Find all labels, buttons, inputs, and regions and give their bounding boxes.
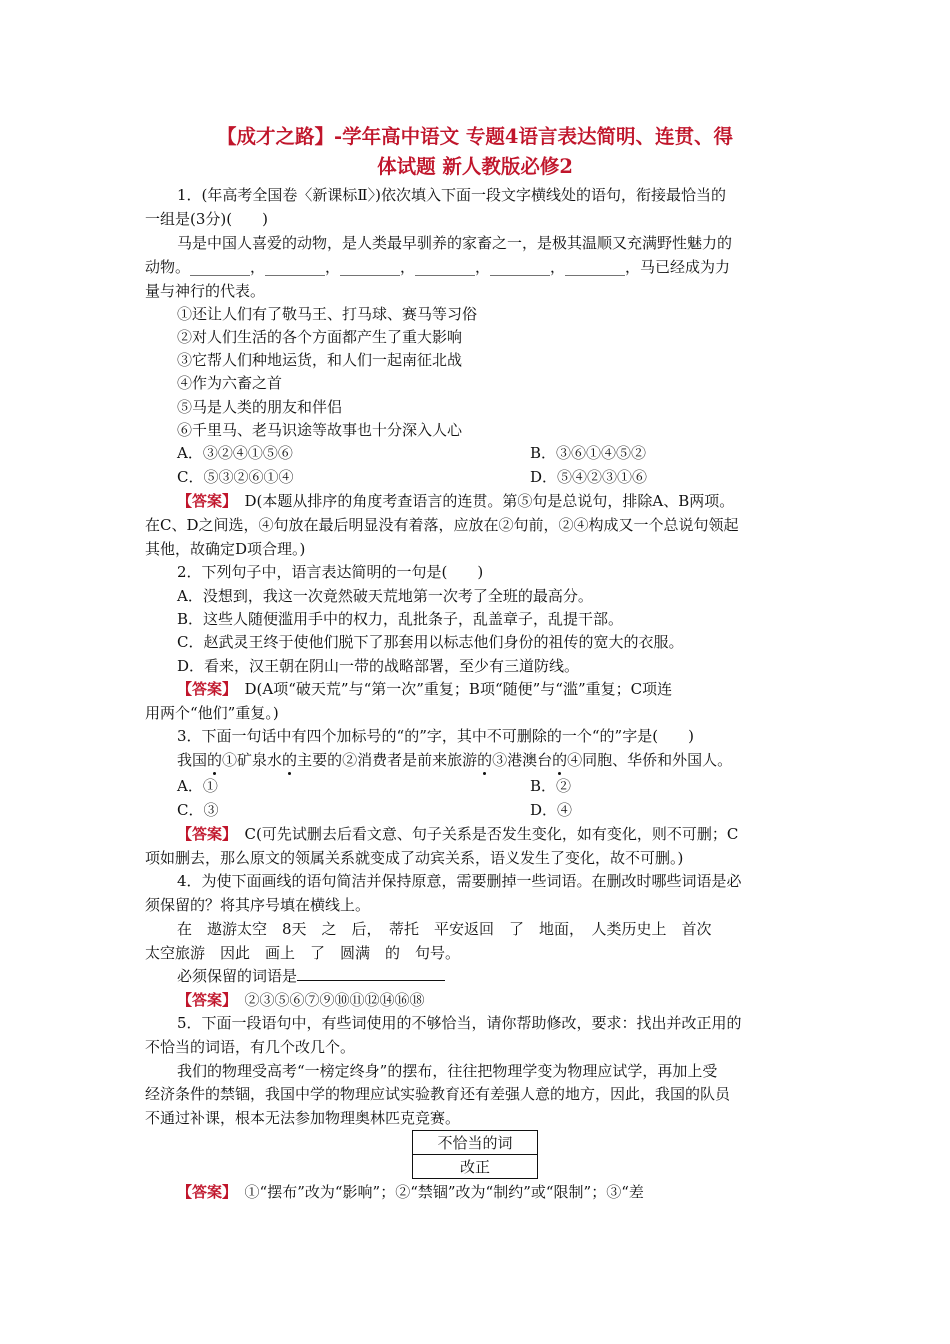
q1-option-d: D．⑤④②③①⑥ — [530, 468, 648, 486]
q1-item: ④作为六畜之首 — [177, 374, 283, 392]
q4-fill — [177, 965, 445, 988]
answer-tag: 【答案】 — [177, 680, 230, 698]
q3-option-c: C．③ — [177, 801, 219, 819]
q4-stem: 4．为使下面画线的语句简洁并保持原意，需要删掉一些词语。在删改时哪些词语是必 — [177, 872, 742, 890]
answer-tag: 【答案】 — [177, 492, 230, 510]
q1-option-b: B．③⑥①④⑤② — [530, 444, 647, 462]
q5-passage-end: 不通过补课，根本无法参加物理奥林匹克竞赛。 — [145, 1109, 461, 1127]
q1-option-a: A．③②④①⑤⑥ — [177, 444, 293, 462]
q1-item: ①还让人们有了敬马王、打马球、赛马等习俗 — [177, 305, 478, 323]
q3-marked-de-1: 的 — [207, 751, 223, 769]
q5-table — [412, 1130, 538, 1179]
q3-sentence — [177, 749, 732, 772]
q3-marked-de-3: 的 — [477, 751, 493, 769]
q3-option-a: A．① — [177, 777, 218, 795]
q1-answer-text: D(本题从排序的角度考查语言的连贯。第⑤句是总说句，排除A、B两项。 — [244, 492, 735, 510]
q4-answer-text: ②③⑤⑥⑦⑨⑩⑪⑫⑭⑯⑱ — [244, 991, 425, 1009]
answer-tag: 【答案】 — [177, 1183, 230, 1201]
q1-answer-cont: 在C、D之间选，④句放在最后明显没有着落，应放在②句前，②④构成又一个总说句领起 — [145, 516, 739, 534]
q3-text: 我国 — [177, 751, 208, 769]
q3-text: ④同胞、华侨和外国人。 — [567, 751, 733, 769]
q3-stem: 3．下面一句话中有四个加标号的“的”字，其中不可删除的一个“的”字是( ) — [177, 727, 694, 745]
q4-stem-cont: 须保留的？将其序号填在横线上。 — [145, 896, 371, 914]
q3-option-b: B．② — [530, 777, 572, 795]
q4-fill-label: 必须保留的词语是 — [177, 967, 298, 985]
q5-table-row: 改正 — [413, 1155, 538, 1179]
q3-option-d: D．④ — [530, 801, 573, 819]
q3-text: 主要的②消费者是前来旅游 — [297, 751, 478, 769]
q1-passage-end: 量与神行的代表。 — [145, 282, 266, 300]
q1-option-c: C．⑤③②⑥①④ — [177, 468, 294, 486]
q5-answer-text: ①“摆布”改为“影响”；②“禁锢”改为“制约”或“限制”；③“差 — [244, 1183, 644, 1201]
q5-passage: 我们的物理受高考“一榜定终身”的摆布，往往把物理学变为物理应试学，再加上受 — [177, 1062, 718, 1080]
q1-stem-cont: 一组是(3分)( ) — [145, 210, 268, 228]
q5-stem: 5．下面一段语句中，有些词使用的不够恰当，请你帮助修改，要求：找出并改正用的 — [177, 1014, 742, 1032]
q1-passage: 马是中国人喜爱的动物，是人类最早驯养的家畜之一，是极其温顺又充满野性魅力的 — [177, 234, 733, 252]
q3-marked-de-4: 的 — [552, 751, 568, 769]
q2-answer-cont: 用两个“他们”重复。) — [145, 704, 279, 722]
q2-option-c: C．赵武灵王终于使他们脱下了那套用以标志他们身份的祖传的宽大的衣服。 — [177, 633, 684, 651]
q4-answer — [177, 989, 425, 1012]
q1-item: ③它帮人们种地运货，和人们一起南征北战 — [177, 351, 463, 369]
q5-passage-cont: 经济条件的禁锢，我国中学的物理应试实验教育还有差强人意的地方，因此，我国的队员 — [145, 1085, 731, 1103]
q1-answer-end: 其他，故确定D项合理。) — [145, 540, 306, 558]
q1-item: ②对人们生活的各个方面都产生了重大影响 — [177, 328, 463, 346]
q1-item: ⑥千里马、老马识途等故事也十分深入人心 — [177, 421, 463, 439]
answer-tag: 【答案】 — [177, 991, 230, 1009]
q3-text: ①矿泉水 — [222, 751, 283, 769]
q1-passage-cont: 动物。________，________，________，________，________，________，马已经成为力 — [145, 258, 731, 276]
q3-marked-de-2: 的 — [282, 751, 298, 769]
q5-answer — [177, 1181, 644, 1204]
q2-stem: 2．下列句子中，语言表达简明的一句是( ) — [177, 563, 484, 581]
q5-stem-cont: 不恰当的词语，有几个改几个。 — [145, 1038, 356, 1056]
q4-fill-blank — [297, 966, 445, 981]
q3-answer-text: C(可先试删去后看文意、句子关系是否发生变化，如有变化，则不可删；C — [244, 825, 739, 843]
q4-sentence-row1: 在 遨游太空 8天 之 后， 蒂托 平安返回 了 地面， 人类历史上 首次 — [177, 920, 712, 938]
q2-answer — [177, 678, 672, 701]
q5-table-header: 不恰当的词 — [413, 1131, 538, 1155]
q4-sentence-row2: 太空旅游 因此 画上 了 圆满 的 句号。 — [145, 944, 461, 962]
q2-option-b: B．这些人随便滥用手中的权力，乱批条子，乱盖章子，乱提干部。 — [177, 610, 624, 628]
q2-option-a: A．没想到，我这一次竟然破天荒地第一次考了全班的最高分。 — [177, 587, 593, 605]
q2-answer-text: D(A项“破天荒”与“第一次”重复；B项“随便”与“滥”重复；C项连 — [244, 680, 673, 698]
q2-option-d: D．看来，汉王朝在阴山一带的战略部署，至少有三道防线。 — [177, 657, 580, 675]
answer-tag: 【答案】 — [177, 825, 230, 843]
q1-stem: 1．(年高考全国卷〈新课标Ⅱ〉)依次填入下面一段文字横线处的语句，衔接最恰当的 — [177, 186, 726, 204]
q3-answer — [177, 823, 738, 846]
doc-title-line2: 体试题 新人教版必修2 — [377, 155, 573, 178]
doc-title-line1: 【成才之路】-学年高中语文 专题4语言表达简明、连贯、得 — [217, 125, 733, 148]
q3-answer-cont: 项如删去，那么原文的领属关系就变成了动宾关系，语义发生了变化，故不可删。) — [145, 849, 684, 867]
q1-answer — [177, 490, 734, 513]
q1-item: ⑤马是人类的朋友和伴侣 — [177, 398, 343, 416]
q3-text: ③港澳台 — [492, 751, 553, 769]
